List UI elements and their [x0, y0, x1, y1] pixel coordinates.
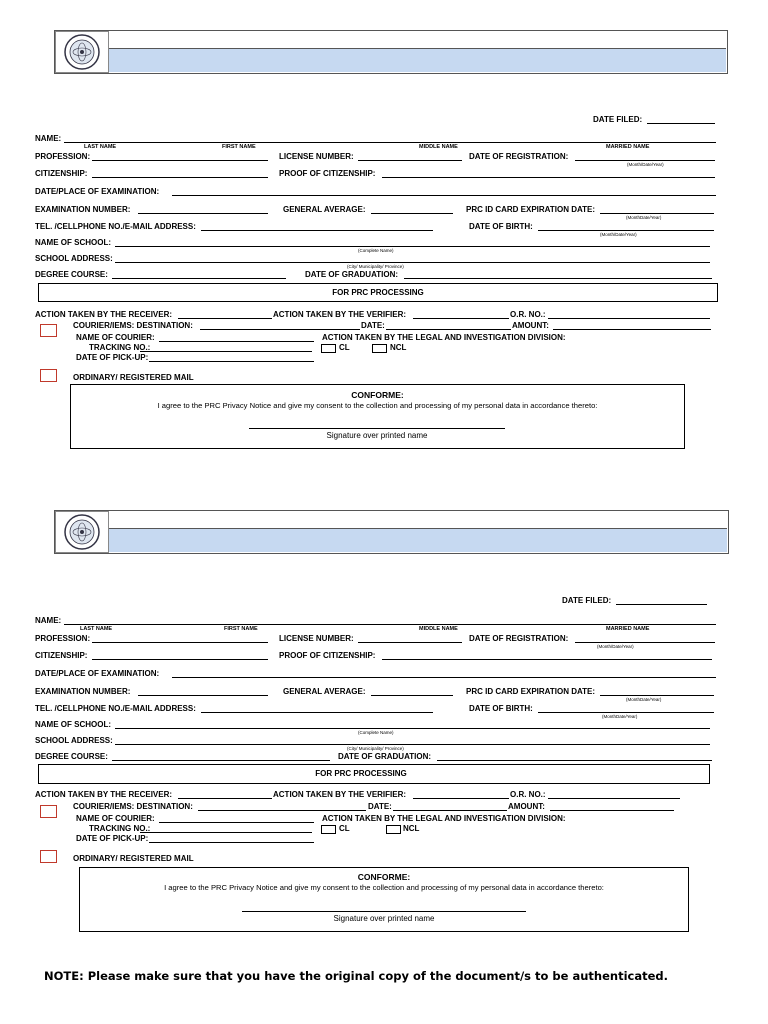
date-of-graduation-field[interactable] [437, 760, 712, 761]
action-receiver-field[interactable] [178, 318, 272, 319]
date-of-pickup-label: DATE OF PICK-UP: [76, 353, 149, 362]
proof-of-citizenship-field[interactable] [382, 659, 712, 660]
citizenship-field[interactable] [92, 659, 268, 660]
action-receiver-label: ACTION TAKEN BY THE RECEIVER: [35, 790, 173, 799]
or-number-label: O.R. NO.: [510, 790, 546, 799]
city-province-caption: (City/ Municipality/ Province) [347, 746, 404, 751]
date-of-registration-label: DATE OF REGISTRATION: [469, 152, 569, 161]
ordinary-mail-label: ORDINARY/ REGISTERED MAIL [73, 854, 194, 863]
degree-course-field[interactable] [112, 760, 330, 761]
date-of-birth-label: DATE OF BIRTH: [469, 222, 533, 231]
birth-date-format: (MonthDate/Year) [602, 714, 638, 719]
name-of-courier-field[interactable] [159, 341, 314, 342]
action-legal-label: ACTION TAKEN BY THE LEGAL AND INVESTIGATION DIVISION: [322, 814, 566, 823]
proof-of-citizenship-field[interactable] [382, 177, 715, 178]
general-average-label: GENERAL AVERAGE: [283, 205, 366, 214]
prc-seal-icon [55, 511, 109, 553]
tel-email-label: TEL. /CELLPHONE NO./E-MAIL ADDRESS: [35, 704, 196, 713]
prc-id-expiration-label: PRC ID CARD EXPIRATION DATE: [466, 687, 596, 696]
tel-email-field[interactable] [201, 712, 433, 713]
general-average-label: GENERAL AVERAGE: [283, 687, 366, 696]
name-of-courier-label: NAME OF COURIER: [76, 333, 155, 342]
action-verifier-label: ACTION TAKEN BY THE VERIFIER: [273, 790, 407, 799]
middle-name-caption: MIDDLE NAME [419, 144, 458, 150]
amount-field[interactable] [553, 329, 711, 330]
or-number-label: O.R. NO.: [510, 310, 546, 319]
first-name-caption: FIRST NAME [222, 144, 256, 150]
school-address-field[interactable] [115, 744, 710, 745]
complete-name-caption: (Complete Name) [358, 730, 394, 735]
header-strip [108, 48, 726, 72]
city-province-caption: (City/ Municipality/ Province) [347, 264, 404, 269]
exam-number-field[interactable] [138, 695, 268, 696]
action-legal-label: ACTION TAKEN BY THE LEGAL AND INVESTIGATION DIVISION: [322, 333, 566, 342]
degree-course-label: DEGREE COURSE: [35, 752, 108, 761]
tracking-no-label: TRACKING NO.: [89, 343, 151, 352]
action-verifier-field[interactable] [413, 318, 509, 319]
cl-label: CL [339, 824, 350, 833]
ordinary-mail-checkbox[interactable] [40, 369, 57, 382]
school-address-field[interactable] [115, 262, 710, 263]
signature-caption: Signature over printed name [326, 431, 428, 440]
school-address-label: SCHOOL ADDRESS: [35, 254, 113, 263]
name-field[interactable] [64, 142, 716, 143]
exam-number-label: EXAMINATION NUMBER: [35, 687, 131, 696]
courier-destination-field[interactable] [200, 329, 360, 330]
prc-id-expiration-field[interactable] [600, 213, 714, 214]
name-of-school-label: NAME OF SCHOOL: [35, 720, 111, 729]
date-of-pickup-field[interactable] [149, 361, 314, 362]
date-of-birth-label: DATE OF BIRTH: [469, 704, 533, 713]
date-place-exam-label: DATE/PLACE OF EXAMINATION: [35, 187, 160, 196]
date-of-birth-field[interactable] [538, 230, 714, 231]
cl-label: CL [339, 343, 350, 352]
degree-course-label: DEGREE COURSE: [35, 270, 108, 279]
birth-date-format: (Month/Date/Year) [600, 232, 637, 237]
date-place-exam-label: DATE/PLACE OF EXAMINATION: [35, 669, 160, 678]
license-number-label: LICENSE NUMBER: [279, 152, 354, 161]
profession-field[interactable] [92, 642, 268, 643]
proof-of-citizenship-label: PROOF OF CITIZENSHIP: [279, 651, 376, 660]
date-of-graduation-label: DATE OF GRADUATION: [338, 752, 432, 761]
exam-number-field[interactable] [138, 213, 268, 214]
action-verifier-field[interactable] [413, 798, 509, 799]
prc-processing-title: FOR PRC PROCESSING [332, 288, 424, 297]
action-receiver-label: ACTION TAKEN BY THE RECEIVER: [35, 310, 173, 319]
date-of-birth-field[interactable] [538, 712, 714, 713]
or-number-field[interactable] [548, 798, 680, 799]
ncl-label: NCL [390, 343, 407, 352]
date-filed-field[interactable] [616, 604, 707, 605]
privacy-consent-text: I agree to the PRC Privacy Notice and give my consent to the collection and processing of my personal data in accordance thereto: [164, 883, 604, 892]
registration-date-format: (Month/Date/Year) [597, 644, 634, 649]
date-filed-label: DATE FILED: [593, 115, 643, 124]
ncl-label: NCL [403, 824, 420, 833]
tel-email-field[interactable] [201, 230, 433, 231]
tracking-no-field[interactable] [140, 351, 312, 352]
courier-date-label: DATE: [361, 321, 385, 330]
name-label: NAME: [35, 616, 62, 625]
date-place-exam-field[interactable] [172, 195, 716, 196]
first-name-caption: FIRST NAME [224, 626, 258, 632]
cl-checkbox[interactable] [321, 825, 336, 834]
header-strip [108, 528, 727, 552]
authentication-note: NOTE: Please make sure that you have the original copy of the document/s to be authenticated. [44, 969, 668, 983]
date-place-exam-field[interactable] [172, 677, 716, 678]
exam-number-label: EXAMINATION NUMBER: [35, 205, 131, 214]
middle-name-caption: MIDDLE NAME [419, 626, 458, 632]
date-filed-label: DATE FILED: [562, 596, 612, 605]
prc-seal-icon [55, 31, 109, 73]
proof-of-citizenship-label: PROOF OF CITIZENSHIP: [279, 169, 376, 178]
ncl-checkbox[interactable] [372, 344, 387, 353]
cl-checkbox[interactable] [321, 344, 336, 353]
license-number-field[interactable] [358, 642, 462, 643]
amount-field[interactable] [550, 810, 674, 811]
date-of-registration-field[interactable] [575, 642, 715, 643]
prc-processing-title: FOR PRC PROCESSING [315, 769, 407, 778]
amount-label: AMOUNT: [512, 321, 549, 330]
profession-label: PROFESSION: [35, 152, 91, 161]
prc-id-expiration-label: PRC ID CARD EXPIRATION DATE: [466, 205, 596, 214]
married-name-caption: MARRIED NAME [606, 144, 650, 150]
or-number-field[interactable] [548, 318, 710, 319]
courier-checkbox[interactable] [40, 324, 57, 337]
complete-name-caption: (Complete Name) [358, 248, 394, 253]
courier-checkbox[interactable] [40, 805, 57, 818]
citizenship-label: CITIZENSHIP: [35, 169, 88, 178]
ordinary-mail-label: ORDINARY/ REGISTERED MAIL [73, 373, 194, 382]
name-label: NAME: [35, 134, 62, 143]
date-of-pickup-field[interactable] [149, 842, 314, 843]
profession-label: PROFESSION: [35, 634, 91, 643]
expiration-date-format: (MonthDate/Year) [626, 697, 662, 702]
signature-field[interactable] [249, 428, 505, 429]
signature-caption: Signature over printed name [333, 914, 435, 923]
courier-destination-label: COURIER/IEMS: DESTINATION: [73, 321, 193, 330]
tracking-no-label: TRACKING NO.: [89, 824, 151, 833]
school-address-label: SCHOOL ADDRESS: [35, 736, 113, 745]
prc-id-expiration-field[interactable] [600, 695, 714, 696]
registration-date-format: (Month/Date/Year) [627, 162, 664, 167]
courier-destination-label: COURIER/IEMS: DESTINATION: [73, 802, 193, 811]
conforme-title: CONFORME: [357, 872, 411, 882]
date-of-graduation-field[interactable] [404, 278, 712, 279]
profession-field[interactable] [92, 160, 268, 161]
expiration-date-format: (MonthDate/Year) [626, 215, 662, 220]
name-of-school-label: NAME OF SCHOOL: [35, 238, 111, 247]
last-name-caption: LAST NAME [80, 626, 113, 632]
license-number-label: LICENSE NUMBER: [279, 634, 354, 643]
last-name-caption: LAST NAME [84, 144, 117, 150]
courier-date-field[interactable] [386, 329, 511, 330]
date-filed-field[interactable] [647, 123, 715, 124]
amount-label: AMOUNT: [508, 802, 545, 811]
date-of-graduation-label: DATE OF GRADUATION: [305, 270, 399, 279]
married-name-caption: MARRIED NAME [606, 626, 650, 632]
name-of-courier-field[interactable] [159, 822, 314, 823]
date-of-registration-field[interactable] [575, 160, 715, 161]
courier-date-field[interactable] [393, 810, 507, 811]
signature-field[interactable] [242, 911, 526, 912]
name-field[interactable] [64, 624, 716, 625]
degree-course-field[interactable] [112, 278, 286, 279]
conforme-title: CONFORME: [351, 390, 404, 400]
name-of-school-field[interactable] [115, 728, 710, 729]
ncl-checkbox[interactable] [386, 825, 401, 834]
date-of-registration-label: DATE OF REGISTRATION: [469, 634, 569, 643]
citizenship-label: CITIZENSHIP: [35, 651, 88, 660]
citizenship-field[interactable] [92, 177, 268, 178]
name-of-courier-label: NAME OF COURIER: [76, 814, 155, 823]
name-of-school-field[interactable] [115, 246, 710, 247]
ordinary-mail-checkbox[interactable] [40, 850, 57, 863]
tracking-no-field[interactable] [140, 832, 312, 833]
courier-date-label: DATE: [368, 802, 392, 811]
privacy-consent-text: I agree to the PRC Privacy Notice and give my consent to the collection and processing of my personal data in accordance thereto: [157, 401, 598, 410]
general-average-field[interactable] [371, 213, 453, 214]
general-average-field[interactable] [371, 695, 453, 696]
tel-email-label: TEL. /CELLPHONE NO./E-MAIL ADDRESS: [35, 222, 196, 231]
action-receiver-field[interactable] [178, 798, 272, 799]
courier-destination-field[interactable] [198, 810, 366, 811]
action-verifier-label: ACTION TAKEN BY THE VERIFIER: [273, 310, 407, 319]
date-of-pickup-label: DATE OF PICK-UP: [76, 834, 149, 843]
license-number-field[interactable] [358, 160, 462, 161]
